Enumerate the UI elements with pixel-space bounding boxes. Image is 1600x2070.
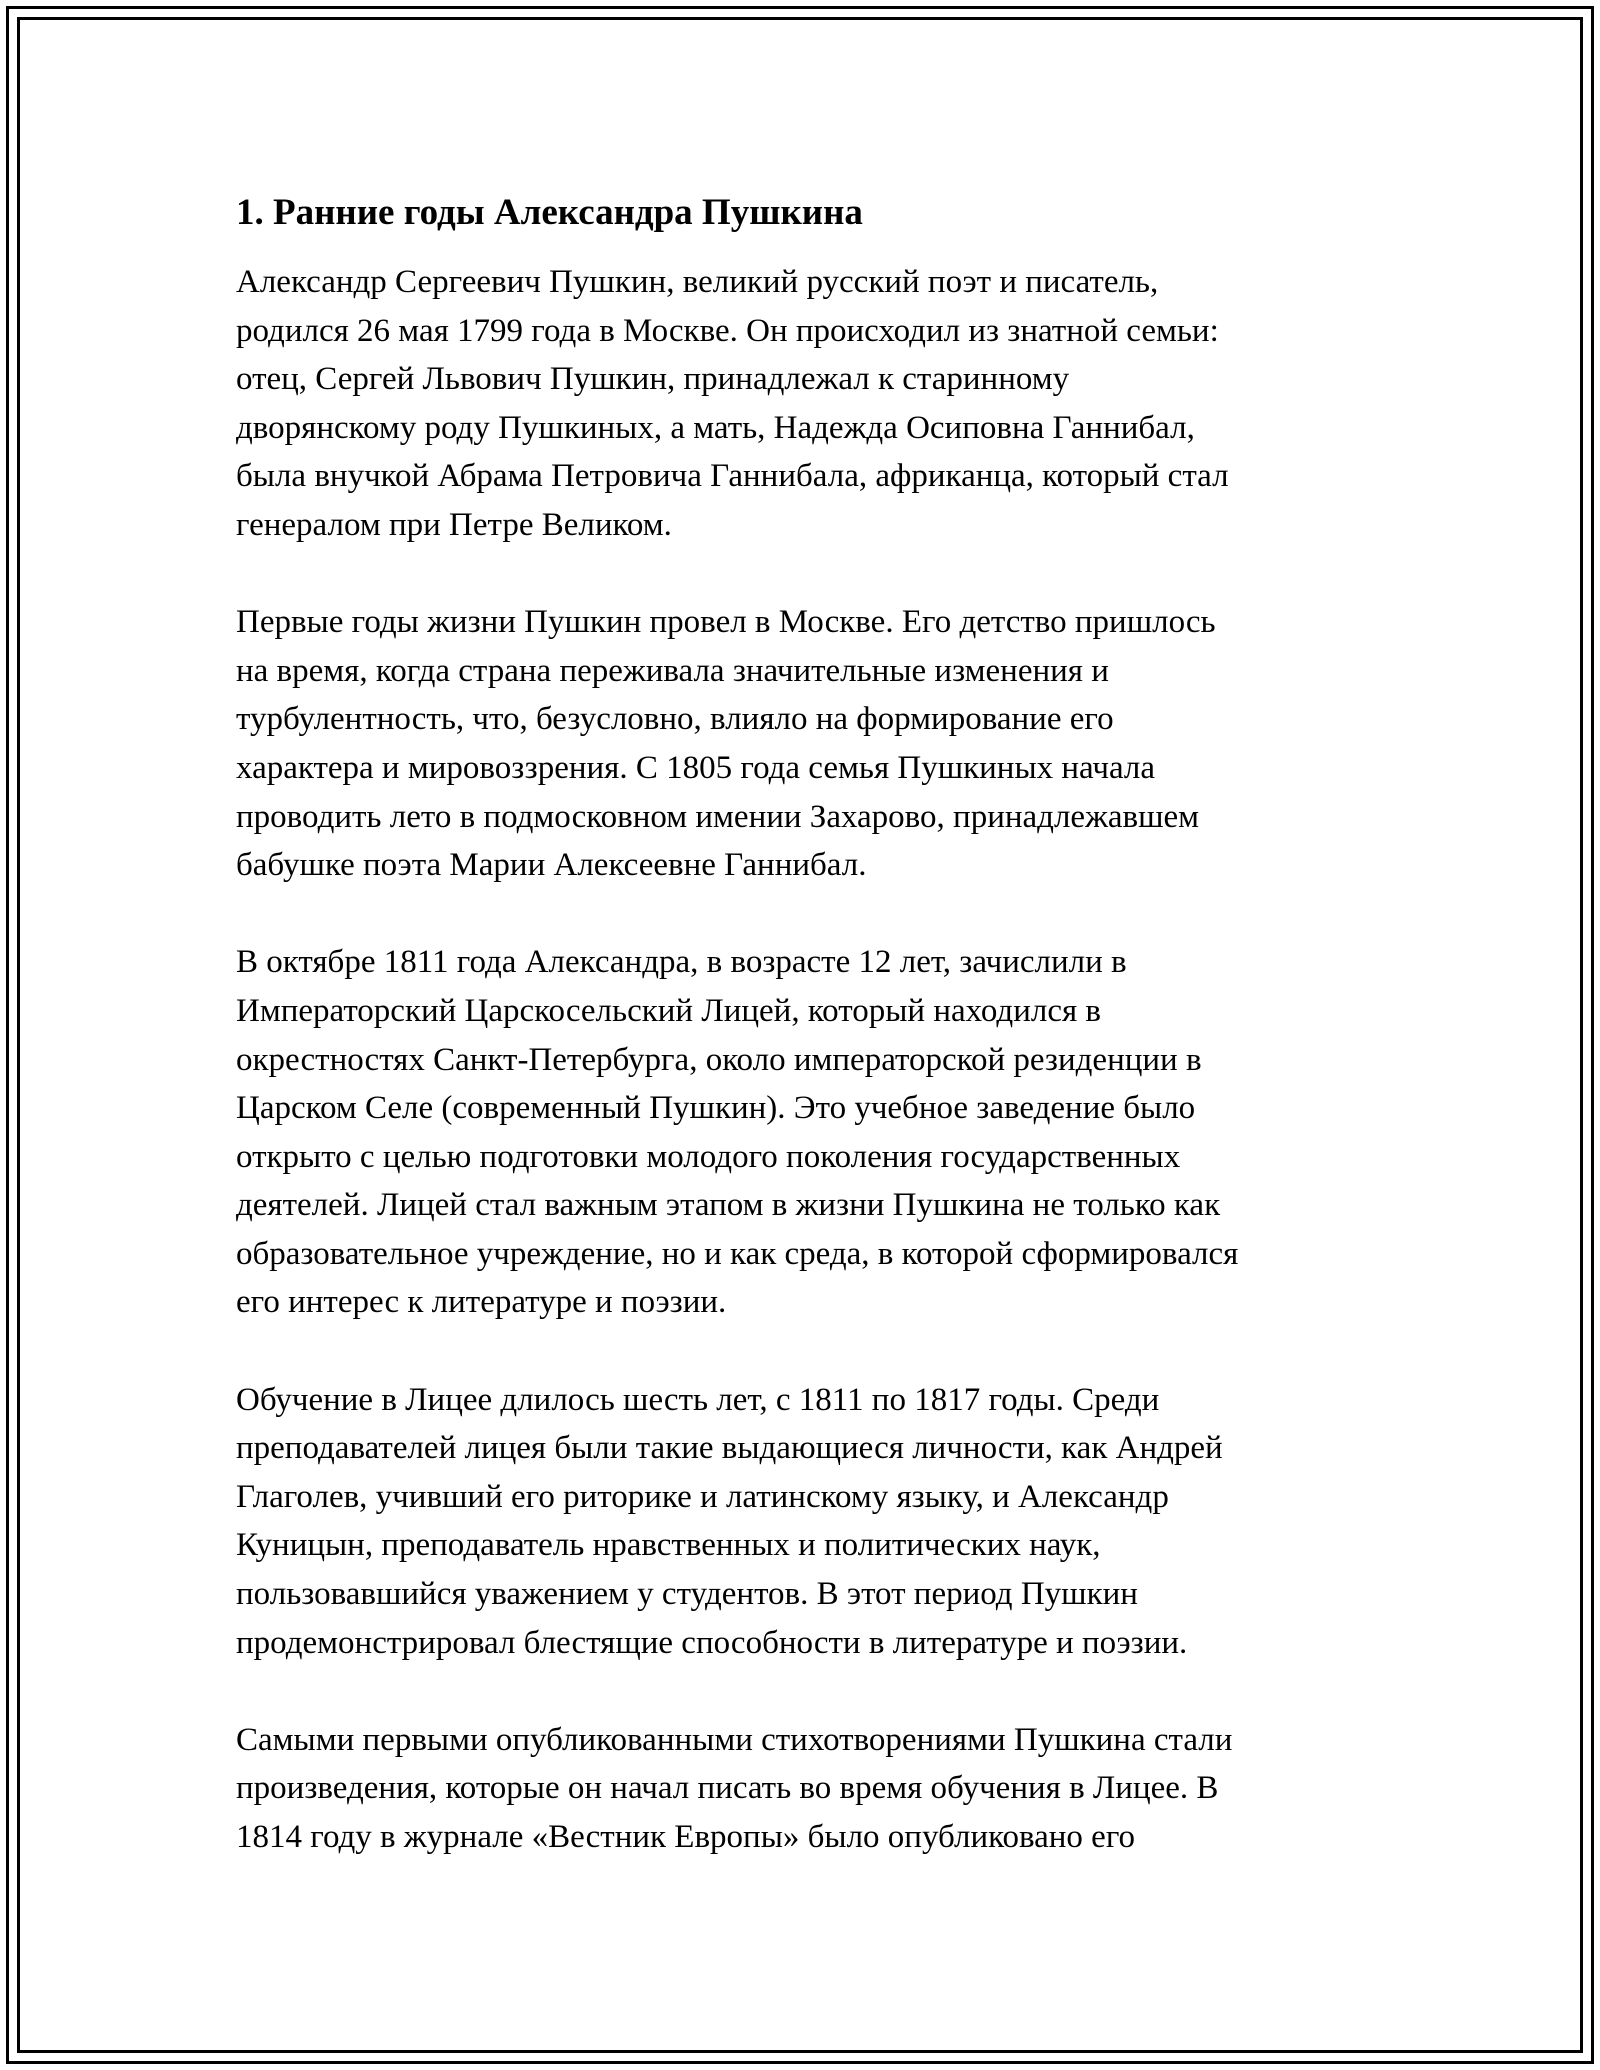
text-line: турбулентность, что, безусловно, влияло на формирование его bbox=[236, 701, 1114, 738]
text-line: окрестностях Санкт-Петербурга, около императорской резиденции в bbox=[236, 1041, 1202, 1078]
text-line: проводить лето в подмосковном имении Захарово, принадлежавшем bbox=[236, 798, 1200, 835]
text-line: произведения, которые он начал писать во время обучения в Лицее. В bbox=[236, 1770, 1219, 1807]
text-line: Царском Селе (современный Пушкин). Это учебное заведение было bbox=[236, 1090, 1196, 1127]
text-line: Глаголев, учивший его риторике и латинскому языку, и Александр bbox=[236, 1478, 1169, 1515]
section-title: 1. Ранние годы Александра Пушкина bbox=[236, 192, 863, 233]
text-line: генералом при Петре Великом. bbox=[236, 506, 672, 543]
text-line: была внучкой Абрама Петровича Ганнибала, африканца, который стал bbox=[236, 458, 1229, 495]
text-line: характера и мировоззрения. С 1805 года семья Пушкиных начала bbox=[236, 749, 1156, 786]
text-line: Первые годы жизни Пушкин провел в Москве. Его детство пришлось bbox=[236, 604, 1216, 641]
text-line: Куницын, преподаватель нравственных и политических наук, bbox=[236, 1527, 1101, 1564]
text-line: Самыми первыми опубликованными стихотворениями Пушкина стали bbox=[236, 1721, 1233, 1758]
paragraph-5 bbox=[236, 1716, 1386, 1862]
paragraph-3 bbox=[236, 938, 1386, 1327]
text-line: деятелей. Лицей стал важным этапом в жизни Пушкина не только как bbox=[236, 1187, 1221, 1224]
document-content bbox=[236, 188, 1386, 1910]
text-line: Обучение в Лицее длилось шесть лет, с 1811 по 1817 годы. Среди bbox=[236, 1381, 1160, 1418]
paragraph-4 bbox=[236, 1376, 1386, 1668]
text-line: родился 26 мая 1799 года в Москве. Он происходил из знатной семьи: bbox=[236, 312, 1219, 349]
text-line: продемонстрировал блестящие способности в литературе и поэзии. bbox=[236, 1624, 1188, 1661]
text-line: его интерес к литературе и поэзии. bbox=[236, 1284, 727, 1321]
text-line: Императорский Царскосельский Лицей, который находился в bbox=[236, 992, 1101, 1029]
text-line: открыто с целью подготовки молодого поколения государственных bbox=[236, 1138, 1181, 1175]
text-line: преподавателей лицея были такие выдающиеся личности, как Андрей bbox=[236, 1430, 1223, 1467]
text-line: В октябре 1811 года Александра, в возрасте 12 лет, зачислили в bbox=[236, 944, 1127, 981]
text-line: образовательное учреждение, но и как среда, в которой сформировался bbox=[236, 1235, 1239, 1272]
text-line: отец, Сергей Львович Пушкин, принадлежал к старинному bbox=[236, 361, 1070, 398]
text-line: на время, когда страна переживала значительные изменения и bbox=[236, 652, 1109, 689]
paragraph-2 bbox=[236, 598, 1386, 890]
text-line: бабушке поэта Марии Алексеевне Ганнибал. bbox=[236, 847, 867, 884]
text-line: дворянскому роду Пушкиных, а мать, Надежда Осиповна Ганнибал, bbox=[236, 409, 1195, 446]
paragraph-1 bbox=[236, 258, 1386, 550]
text-line: пользовавшийся уважением у студентов. В этот период Пушкин bbox=[236, 1576, 1138, 1613]
text-line: 1814 году в журнале «Вестник Европы» было опубликовано его bbox=[236, 1819, 1136, 1855]
text-line: Александр Сергеевич Пушкин, великий русский поэт и писатель, bbox=[236, 264, 1159, 300]
